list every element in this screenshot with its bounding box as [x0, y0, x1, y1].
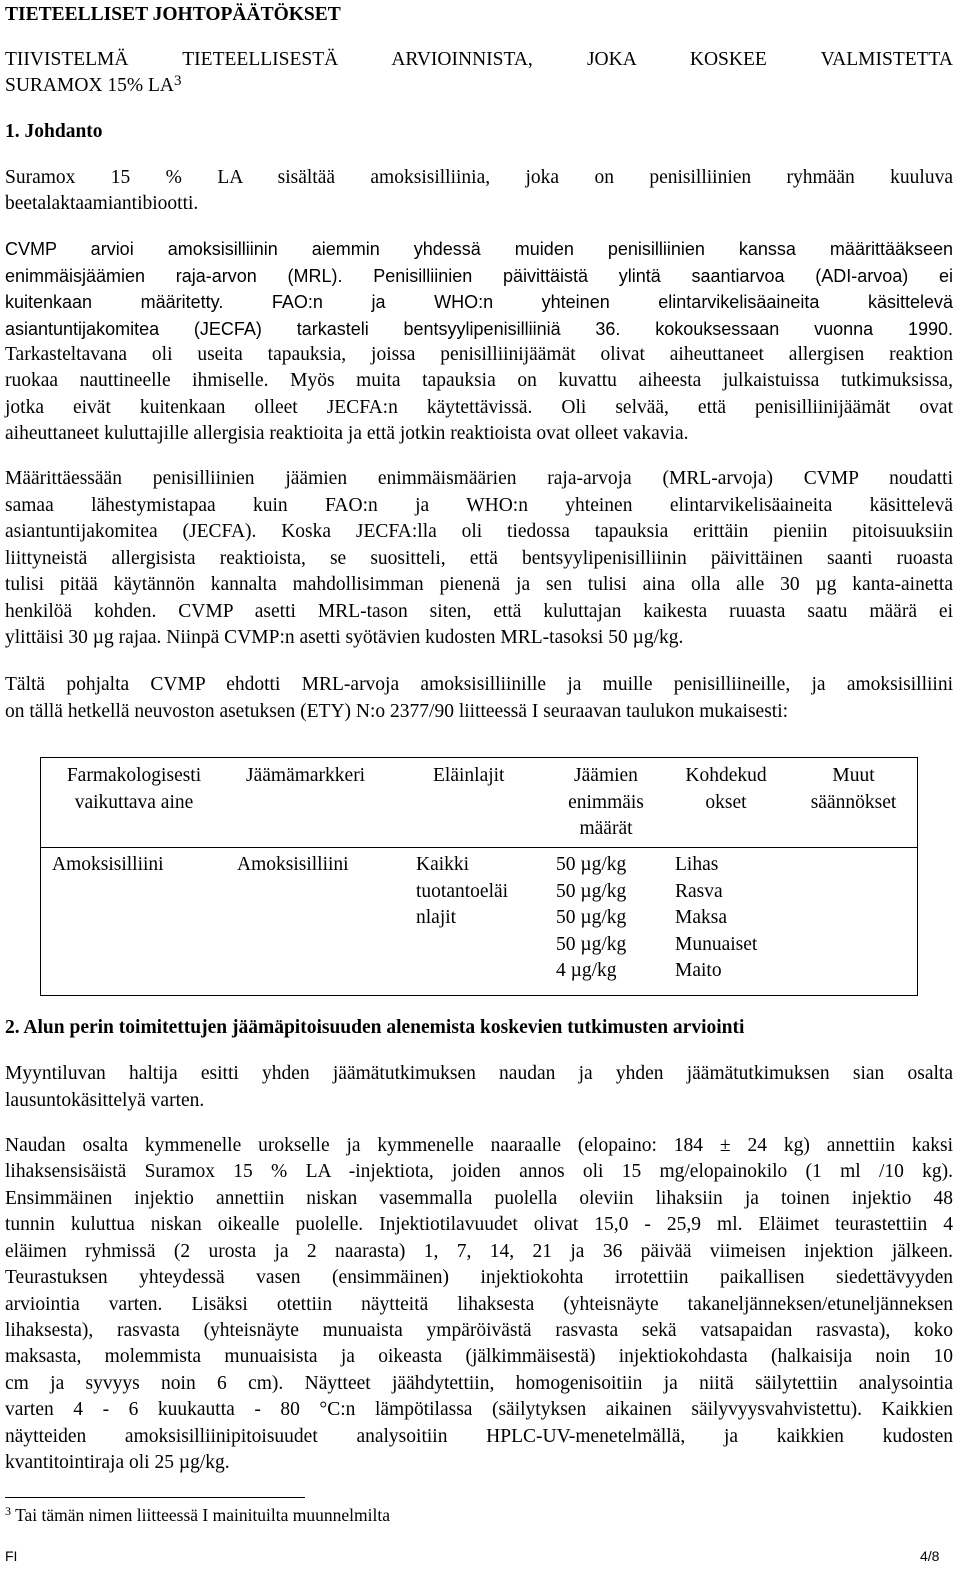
intro-line: Suramox 15 % LA sisältää amoksisilliinia, joka on penisilliinien ryhmään kuuluva: [5, 167, 953, 188]
table-cell-tissues: Lihas Rasva Maksa Munuaiset Maito: [675, 854, 758, 981]
s2-para2-line: Ensimmäinen injektio annettiin niskan vasemmalla puolella oleviin lihaksiin ja toinen injektio 48: [5, 1188, 953, 1209]
s2-para2-line: näytteiden amoksisilliinipitoisuudet analysoitiin HPLC-UV-menetelmällä, ja kaikkien kudosten: [5, 1426, 953, 1447]
s2-para2-line: arviointia varten. Lisäksi otettiin näytteitä lihaksesta (yhteisnäyte takaneljänneksen/etuneljänneksen: [5, 1294, 953, 1315]
para2-line: ruokaa nauttineelle ihmiselle. Myös muita tapauksia on kuvattu aiheesta julkaistuissa tutkimuksissa,: [5, 370, 953, 391]
s2-para2-line: maksasta, molemmista munuaisista ja oikeasta (jälkimmäisestä) injektiokohdasta (halkaisija noin 10: [5, 1346, 953, 1367]
para4-line: on tällä hetkellä neuvoston asetuksen (ETY) N:o 2377/90 liitteessä I seuraavan taulukon mukaisesti:: [5, 701, 789, 722]
para2-line: Tarkasteltavana oli useita tapauksia, joissa penisilliinijäämät olivat aiheuttaneet allergisen reaktion: [5, 344, 953, 365]
mrl-table: [40, 757, 918, 996]
footnote-ref: 3: [174, 73, 182, 89]
s2-para2-line: cm ja syvyys noin 6 cm). Näytteet jäähdytettiin, homogenisoitiin ja niitä säilytettiin analysointia: [5, 1373, 953, 1394]
para2-line: enimmäisjäämien raja-arvon (MRL). Penisilliinien päivittäistä ylintä saantiarvoa (ADI-arvoa) ei: [5, 266, 953, 286]
para2-line: aiheuttaneet kuluttajille allergisia reaktioita ja että jotkin reaktioista ovat olleet vakavia.: [5, 423, 689, 444]
table-header-substance: Farmakologisesti vaikuttava aine: [66, 765, 202, 813]
document-heading: TIETEELLISET JOHTOPÄÄTÖKSET: [5, 4, 341, 25]
section1-heading: 1. Johdanto: [5, 121, 103, 142]
summary-title-text: SURAMOX 15% LA: [5, 75, 175, 96]
para3-line: samaa lähestymistapaa kuin FAO:n ja WHO:n yhteinen elintarvikelisäaineita käsittelevä: [5, 495, 953, 516]
footnote-number: 3: [5, 1504, 11, 1518]
summary-title-line-1: TIIVISTELMÄ TIETEELLISESTÄ ARVIOINNISTA, JOKA KOSKEE VALMISTETTA: [5, 49, 953, 70]
intro-line: beetalaktaamiantibiootti.: [5, 193, 199, 214]
para2-line: jotka eivät kuitenkaan olleet JECFA:n käytettävissä. Oli selvää, että penisilliinijäämät ovat: [5, 397, 953, 418]
footer-page-number: 4/8: [920, 1548, 940, 1564]
para3-line: liittyneistä allergisista reaktioista, se suositteli, että bentsyylipenisilliinin päivittäinen saanti ruoasta: [5, 548, 953, 569]
s2-para2-line: tunnin kuluttua niskan oikealle puolelle. Injektiotilavuudet olivat 15,0 - 25,9 ml. Eläimet teurastettiin 4: [5, 1214, 953, 1235]
table-header-tissues: Kohdekud okset: [685, 765, 767, 813]
para2-line: asiantuntijakomitea (JECFA) tarkasteli bentsyylipenisilliiniä 36. kokouksessaan vuonna 1990.: [5, 319, 953, 339]
footer-language: FI: [5, 1548, 18, 1564]
summary-title-line-2: [5, 74, 182, 99]
s2-para1-line: Myyntiluvan haltija esitti yhden jäämätutkimuksen naudan ja yhden jäämätutkimuksen sian osalta: [5, 1063, 953, 1084]
table-header-species: Eläinlajit: [433, 765, 505, 786]
para3-line: henkilöä kohden. CVMP asetti MRL-tason siten, että kuluttajan kaikesta ruuasta saatu määrä ei: [5, 601, 953, 622]
s2-para2-line: kvantitointiraja oli 25 µg/kg.: [5, 1452, 230, 1473]
para4-line: Tältä pohjalta CVMP ehdotti MRL-arvoja amoksisilliinille ja muille penisilliineille, ja amoksisilliini: [5, 674, 953, 695]
footnote: [5, 1503, 390, 1529]
table-cell-species: Kaikki tuotantoeläi nlajit: [416, 854, 509, 928]
s2-para2-line: varten 4 - 6 kuukautta - 80 °C:n lämpötilassa (säilytyksen aikainen säilyvyysvahvistettu). Kaikkien: [5, 1399, 953, 1420]
para3-line: asiantuntijakomitea (JECFA). Koska JECFA:lla oli tiedossa tapauksia erittäin pieniin pitoisuuksiin: [5, 521, 953, 542]
section2-heading: 2. Alun perin toimitettujen jäämäpitoisuuden alenemista koskevien tutkimusten arviointi: [5, 1017, 745, 1038]
table-cell-marker: Amoksisilliini: [237, 854, 349, 875]
s2-para2-line: Teurastuksen yhteydessä vasen (ensimmäinen) injektiokohta irrotettiin paikallisen siedettävyyden: [5, 1267, 953, 1288]
table-header-mrl: Jäämien enimmäis määrät: [568, 765, 644, 839]
s2-para2-line: eläimen ryhmissä (2 urosta ja 2 naarasta) 1, 7, 14, 21 ja 36 päivää viimeisen injektion jälkeen.: [5, 1241, 953, 1262]
para3-line: ylittäisi 30 µg rajaa. Niinpä CVMP:n asetti syötävien kudosten MRL-tasoksi 50 µg/kg.: [5, 627, 684, 648]
footnote-rule: [5, 1497, 305, 1498]
s2-para2-line: Naudan osalta kymmenelle urokselle ja kymmenelle naaraalle (elopaino: 184 ± 24 kg) annettiin kaksi: [5, 1135, 953, 1156]
footnote-text: Tai tämän nimen liitteessä I mainituilta muunnelmilta: [15, 1505, 390, 1525]
table-cell-substance: Amoksisilliini: [52, 854, 164, 875]
para3-line: tulisi pitää käytännön kannalta mahdollisimman pienenä ja sen tulisi aina olla alle 30 µg kanta-ainetta: [5, 574, 953, 595]
table-header-other: Muut säännökset: [810, 765, 897, 813]
para3-line: Määrittäessään penisilliinien jäämien enimmäismäärien raja-arvoja (MRL-arvoja) CVMP noudatti: [5, 468, 953, 489]
s2-para2-line: lihaksesta), rasvasta (yhteisnäyte munuaista ympäröivästä rasvasta sekä vatsapaidan rasvasta), koko: [5, 1320, 953, 1341]
table-cell-mrls: 50 µg/kg 50 µg/kg 50 µg/kg 50 µg/kg 4 µg/kg: [556, 854, 627, 981]
s2-para2-line: lihaksensisäistä Suramox 15 % LA -injektiota, joiden annos oli 15 mg/elopainokilo (1 ml /10 kg).: [5, 1161, 953, 1182]
para2-line: kuitenkaan määritetty. FAO:n ja WHO:n yhteinen elintarvikelisäaineita käsittelevä: [5, 292, 953, 312]
table-row-divider: [41, 847, 917, 848]
s2-para1-line: lausuntokäsittelyä varten.: [5, 1090, 205, 1111]
table-header-marker: Jäämämarkkeri: [246, 765, 366, 786]
para2-line: CVMP arvioi amoksisilliinin aiemmin yhdessä muiden penisilliinien kanssa määrittääkseen: [5, 239, 953, 259]
